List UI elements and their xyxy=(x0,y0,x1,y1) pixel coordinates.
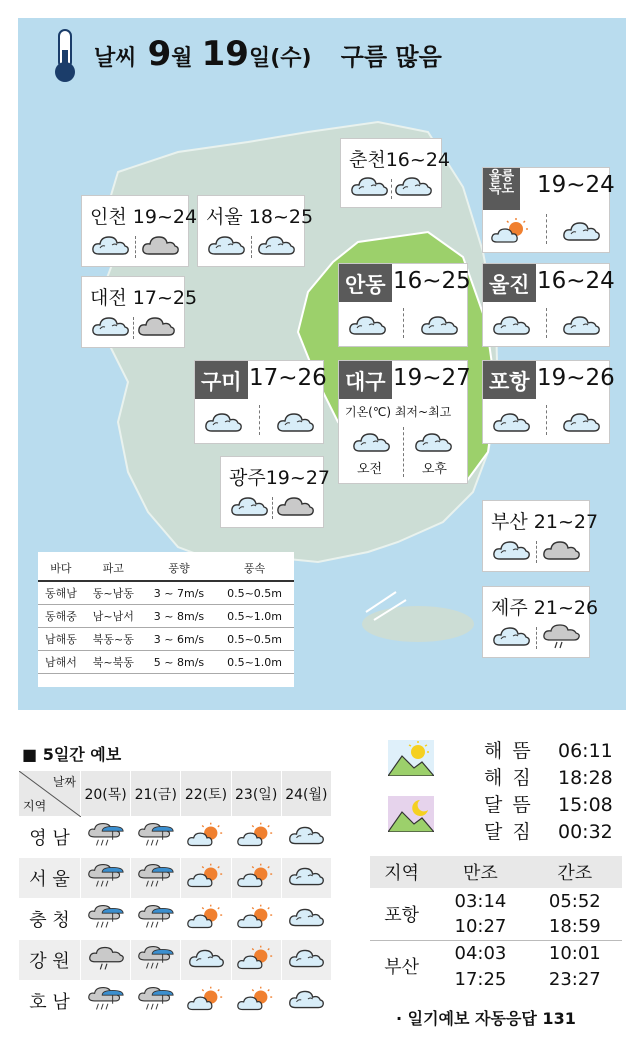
forecast-cell xyxy=(281,817,331,858)
sun-cloud-icon xyxy=(187,822,225,848)
divider xyxy=(251,236,252,258)
city-name: 제주 xyxy=(491,597,528,619)
table-row: 남해동 북동~동 3 ~ 6m/s 0.5~0.5m xyxy=(38,628,294,651)
sun-cloud-icon xyxy=(187,986,225,1012)
forecast-cell xyxy=(231,940,281,981)
forecast-cell xyxy=(281,858,331,899)
table-row: 포항 03:14 05:52 xyxy=(370,888,622,914)
header-label-month: 월 xyxy=(171,46,193,71)
cloud-icon xyxy=(561,218,601,244)
city-card-gumi xyxy=(194,360,327,444)
cloud-icon xyxy=(349,173,389,199)
sun-cloud-icon xyxy=(187,904,225,930)
cloud-icon xyxy=(351,429,391,455)
city-name: 서울 xyxy=(206,206,243,228)
cloud-icon xyxy=(287,986,325,1012)
rain-icon xyxy=(87,986,125,1012)
divider xyxy=(536,541,537,563)
divider xyxy=(133,317,134,339)
forecast-day: 23(일) xyxy=(231,771,281,817)
city-temp: 17~26 xyxy=(249,365,327,391)
divider xyxy=(546,214,547,244)
city-name: 광주 xyxy=(229,467,266,489)
forecast-cell xyxy=(231,817,281,858)
sea-header: 풍향 xyxy=(143,552,215,581)
sun-cloud-icon xyxy=(491,218,531,244)
forecast-cell xyxy=(231,981,281,1022)
thermometer-icon xyxy=(50,28,80,84)
cloud-icon xyxy=(491,312,531,338)
forecast-day: 20(목) xyxy=(81,771,131,817)
cloud-icon xyxy=(203,409,243,435)
tide-region: 포항 xyxy=(384,904,420,926)
forecast-day: 21(금) xyxy=(131,771,181,817)
tide-header: 간조 xyxy=(528,856,622,888)
sun-cloud-icon xyxy=(237,945,275,971)
tide-table xyxy=(370,856,622,992)
city-card-busan xyxy=(482,500,599,572)
forecast-title: ■ 5일간 예보 xyxy=(22,745,122,764)
cloud-icon xyxy=(419,312,459,338)
cloud-icon xyxy=(561,312,601,338)
divider xyxy=(272,497,273,519)
forecast-cell xyxy=(181,817,231,858)
divider xyxy=(546,308,547,338)
sun-cloud-icon xyxy=(237,822,275,848)
city-card-ulleung xyxy=(482,167,615,253)
city-temp: 21~27 xyxy=(533,511,599,533)
cloud-icon xyxy=(206,232,246,258)
city-temp: 18~25 xyxy=(248,206,314,228)
city-name: 안동 xyxy=(339,264,392,302)
forecast-region: 서 울 xyxy=(19,858,81,899)
header-title xyxy=(94,34,442,74)
forecast-cell xyxy=(131,858,181,899)
temp-legend: 기온(℃) 최저~최고 xyxy=(345,405,452,419)
cloud-icon xyxy=(256,232,296,258)
city-temp: 19~27 xyxy=(393,365,471,391)
forecast-cell xyxy=(231,858,281,899)
forecast-region: 충 청 xyxy=(19,899,81,940)
cloud-icon xyxy=(287,904,325,930)
table-row xyxy=(19,940,332,981)
divider xyxy=(403,427,404,477)
forecast-cell xyxy=(281,899,331,940)
forecast-region: 호 남 xyxy=(19,981,81,1022)
header-bar xyxy=(18,18,626,92)
gray-cloud-icon xyxy=(275,493,315,519)
header-condition: 구름 많음 xyxy=(340,43,442,71)
rain-cloud-icon xyxy=(541,623,581,649)
rain-cloud-icon xyxy=(87,945,125,971)
divider xyxy=(259,405,260,435)
forecast-cell xyxy=(181,981,231,1022)
table-row: 동해남 동~남동 3 ~ 7m/s 0.5~0.5m xyxy=(38,581,294,605)
forecast-cell xyxy=(131,899,181,940)
city-temp: 19~26 xyxy=(537,365,615,391)
city-card-pohang xyxy=(482,360,615,444)
forecast-cell xyxy=(131,940,181,981)
sea-header: 파고 xyxy=(84,552,143,581)
city-temp: 16~25 xyxy=(393,268,471,294)
forecast-cell xyxy=(81,981,131,1022)
cloud-icon xyxy=(287,945,325,971)
table-row xyxy=(19,858,332,899)
cloud-icon xyxy=(347,312,387,338)
sunset-row: 해 짐 18:28 xyxy=(484,767,613,789)
table-row: 17:25 23:27 xyxy=(454,968,601,990)
city-temp: 21~26 xyxy=(533,597,599,619)
sun-cloud-icon xyxy=(237,986,275,1012)
city-temp: 17~25 xyxy=(132,287,198,309)
am-label: 오전 xyxy=(357,462,383,477)
rain-icon xyxy=(137,863,175,889)
moonrise-icon xyxy=(388,796,434,832)
pm-label: 오후 xyxy=(421,462,447,477)
forecast-cell xyxy=(281,981,331,1022)
forecast-cell xyxy=(181,858,231,899)
city-name-line1: 울릉 xyxy=(489,169,515,184)
table-row xyxy=(19,899,332,940)
city-name: 구미 xyxy=(195,361,248,399)
forecast-day: 24(월) xyxy=(281,771,331,817)
city-name: 춘천 xyxy=(349,149,386,171)
city-temp: 16~24 xyxy=(537,268,615,294)
forecast-cell xyxy=(81,858,131,899)
forecast-cell xyxy=(81,940,131,981)
city-name: 인천 xyxy=(90,206,127,228)
city-card-gwangju xyxy=(220,456,330,528)
cloud-icon xyxy=(491,409,531,435)
city-card-andong xyxy=(338,263,471,347)
forecast-day: 22(토) xyxy=(181,771,231,817)
rain-icon xyxy=(137,945,175,971)
city-name: 포항 xyxy=(483,361,536,399)
city-name: 대구 xyxy=(339,361,392,399)
city-card-incheon xyxy=(81,195,198,267)
city-temp: 19~24 xyxy=(132,206,198,228)
city-temp: 19~27 xyxy=(265,467,330,489)
rain-icon xyxy=(87,822,125,848)
cloud-icon xyxy=(561,409,601,435)
corner-date: 날짜 xyxy=(52,775,76,789)
divider xyxy=(536,627,537,649)
forecast-cell xyxy=(281,940,331,981)
city-card-chuncheon xyxy=(340,138,450,208)
sun-cloud-icon xyxy=(187,863,225,889)
gray-cloud-icon xyxy=(136,313,176,339)
sunrise-row: 해 뜸 06:11 xyxy=(484,740,613,762)
divider xyxy=(546,405,547,435)
header-label-weather: 날씨 xyxy=(94,46,137,71)
cloud-icon xyxy=(491,623,531,649)
cloud-icon xyxy=(287,863,325,889)
city-name: 부산 xyxy=(491,511,528,533)
forecast-region: 영 남 xyxy=(19,817,81,858)
table-row xyxy=(19,981,332,1022)
table-row: 부산 04:03 10:01 xyxy=(370,940,622,966)
rain-icon xyxy=(87,863,125,889)
forecast-cell xyxy=(231,899,281,940)
rain-icon xyxy=(137,986,175,1012)
gray-cloud-icon xyxy=(541,537,581,563)
header-label-day: 일(수) xyxy=(248,46,312,71)
moonset-row: 달 짐 00:32 xyxy=(484,821,613,843)
city-card-uljin xyxy=(482,263,615,347)
tide-region: 부산 xyxy=(370,940,433,992)
cloud-icon xyxy=(187,945,225,971)
sea-header: 풍속 xyxy=(215,552,294,581)
divider xyxy=(135,236,136,258)
forecast-cell xyxy=(81,817,131,858)
table-row xyxy=(19,817,332,858)
header-month: 9 xyxy=(147,34,172,74)
sun-cloud-icon xyxy=(237,863,275,889)
sea-conditions-table xyxy=(38,552,294,687)
table-row: 10:27 18:59 xyxy=(454,916,601,938)
forecast-region: 강 원 xyxy=(19,940,81,981)
cloud-icon xyxy=(229,493,269,519)
city-card-daegu xyxy=(338,360,471,484)
sea-header: 바다 xyxy=(38,552,84,581)
cloud-icon xyxy=(393,173,433,199)
rain-icon xyxy=(87,904,125,930)
cloud-icon xyxy=(90,232,130,258)
corner-region: 지역 xyxy=(23,799,47,813)
city-temp: 19~24 xyxy=(537,172,615,198)
forecast-cell xyxy=(181,899,231,940)
tide-header: 만조 xyxy=(433,856,527,888)
sunrise-icon xyxy=(388,740,434,776)
cloud-icon xyxy=(275,409,315,435)
gray-cloud-icon xyxy=(140,232,180,258)
cloud-icon xyxy=(90,313,130,339)
divider xyxy=(403,308,404,338)
cloud-icon xyxy=(287,822,325,848)
city-temp: 16~24 xyxy=(385,149,450,171)
city-name: 대전 xyxy=(90,287,127,309)
header-day: 19 xyxy=(201,34,249,74)
table-row: 남해서 북~북동 5 ~ 8m/s 0.5~1.0m xyxy=(38,651,294,674)
forecast-cell xyxy=(81,899,131,940)
forecast-cell xyxy=(181,940,231,981)
city-card-jeju xyxy=(482,586,599,658)
forecast-corner xyxy=(19,771,81,817)
forecast-table xyxy=(18,770,332,1022)
tide-header: 지역 xyxy=(370,856,433,888)
forecast-cell xyxy=(131,817,181,858)
forecast-cell xyxy=(131,981,181,1022)
city-name: 울진 xyxy=(483,264,536,302)
city-name-line2: 독도 xyxy=(489,182,515,197)
moonrise-row: 달 뜸 15:08 xyxy=(484,794,613,816)
cloud-icon xyxy=(491,537,531,563)
city-card-seoul xyxy=(197,195,314,267)
divider xyxy=(391,179,392,199)
cloud-icon xyxy=(413,429,453,455)
phone-info: · 일기예보 자동응답 131 xyxy=(396,1009,576,1028)
rain-icon xyxy=(137,822,175,848)
table-row: 동해중 남~남서 3 ~ 8m/s 0.5~1.0m xyxy=(38,605,294,628)
rain-icon xyxy=(137,904,175,930)
city-card-daejeon xyxy=(81,276,198,348)
sun-cloud-icon xyxy=(237,904,275,930)
